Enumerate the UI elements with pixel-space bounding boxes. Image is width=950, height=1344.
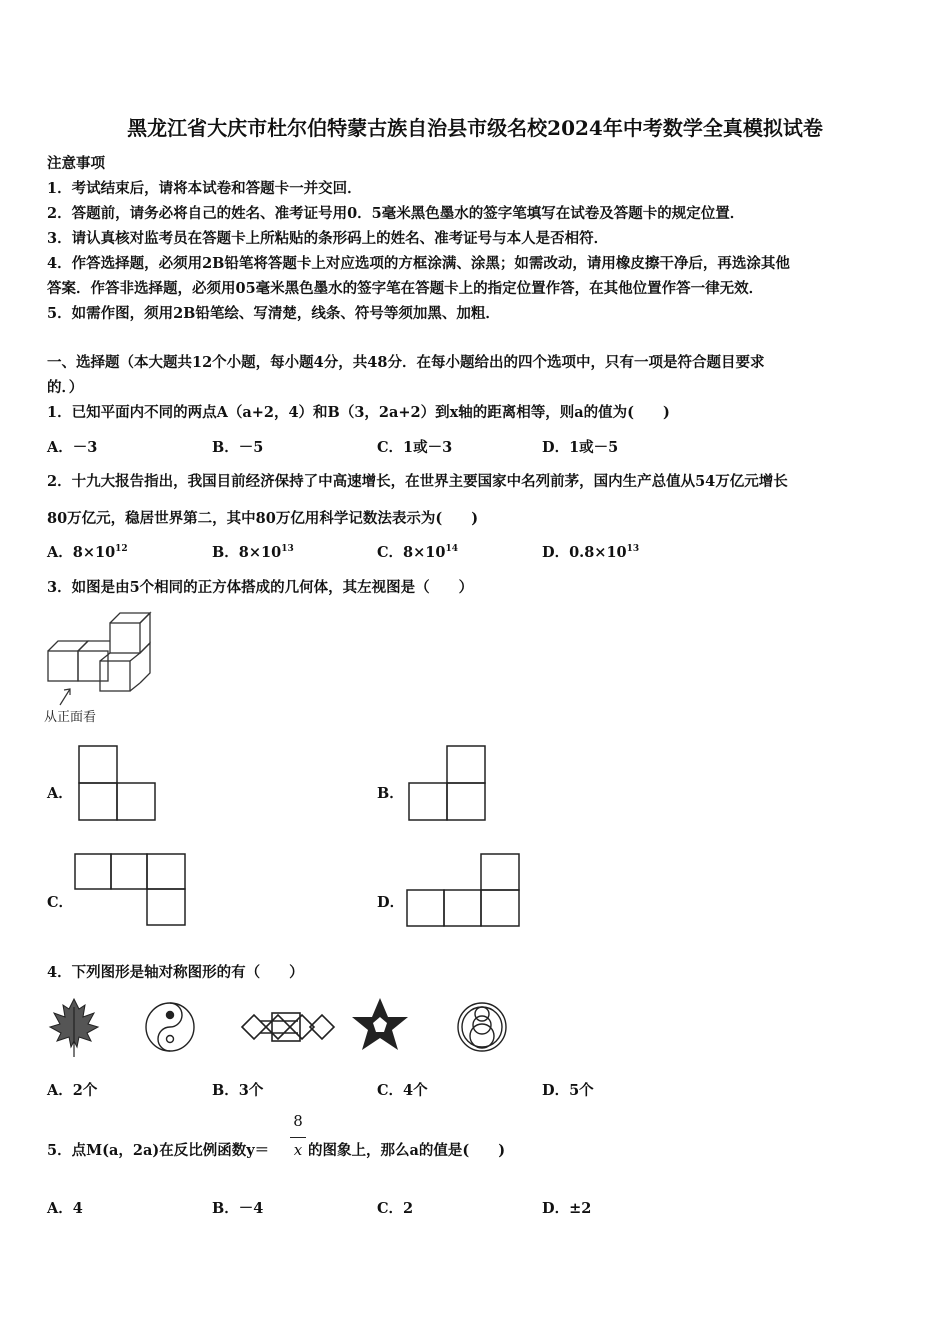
q5-option-b: B．－4	[212, 1200, 264, 1217]
q3-cube-figure	[40, 605, 160, 725]
q2-option-c: C．$8\times 10^{14}$	[377, 544, 458, 561]
yin-yang-icon	[146, 1003, 194, 1051]
q1-option-c: C．1或－3	[377, 439, 453, 456]
q1-option-b: B．－5	[212, 439, 264, 456]
q5-fraction-numerator: 8	[293, 1112, 303, 1130]
q2-option-b: B．$8\times 10^{13}$	[212, 544, 294, 561]
q5-option-d: D．±2	[542, 1200, 592, 1217]
q3-option-a-label: A．	[47, 785, 73, 802]
q3-option-d-label: D．	[377, 894, 405, 911]
figure-caption: 从正面看	[44, 710, 97, 725]
knot-pattern-icon	[242, 1013, 334, 1041]
q3-stem: 3．如图是由5个相同的正方体搭成的几何体，其左视图是（ ）	[47, 579, 474, 596]
notice-item-3: 3．请认真核对监考员在答题卡上所粘贴的条形码上的姓名、准考证号与本人是否相符．	[47, 230, 609, 247]
q1-stem: 1．已知平面内不同的两点A（a+2，4）和B（3，2a+2）到x轴的距离相等，则a的值为( )	[47, 404, 670, 421]
q5-stem-before: 5．点M(a，2a)在反比例函数y＝	[47, 1142, 270, 1159]
q3-option-c-label: C．	[47, 894, 74, 911]
notice-heading: 注意事项	[47, 155, 105, 172]
q3-option-d-figure	[405, 852, 523, 930]
q2-stem-cont: 80万亿元，稳居世界第二，其中80万亿用科学记数法表示为( )	[47, 510, 479, 527]
nested-circles-icon	[458, 1003, 506, 1051]
q3-option-a-figure	[76, 744, 158, 822]
page-title: 黑龙江省大庆市杜尔伯特蒙古族自治县市级名校2024年中考数学全真模拟试卷	[127, 116, 823, 140]
q5-option-c: C．2	[377, 1200, 414, 1217]
q1-option-d: D．1或－5	[542, 439, 619, 456]
notice-item-4: 4．作答选择题，必须用2B铅笔将答题卡上对应选项的方框涂满、涂黑；如需改动，请用橡皮擦干净后，再选涂其他	[47, 255, 790, 272]
q4-figures	[44, 995, 510, 1059]
notice-item-1: 1．考试结束后，请将本试卷和答题卡一并交回．	[47, 180, 362, 197]
q3-option-b-label: B．	[377, 785, 404, 802]
q5-option-a: A．4	[47, 1200, 83, 1217]
q4-option-d: D．5个	[542, 1082, 594, 1099]
q4-option-a: A．2个	[47, 1082, 98, 1099]
star-icon	[352, 998, 408, 1050]
notice-item-5: 5．如需作图，须用2B铅笔绘、写清楚，线条、符号等须加黑、加粗．	[47, 305, 500, 322]
q5-stem-after: 的图象上，那么a的值是( )	[308, 1142, 506, 1159]
section-heading: 一、选择题（本大题共12个小题，每小题4分，共48分．在每小题给出的四个选项中，只有一项是符合题目要求	[47, 354, 765, 371]
q4-option-b: B．3个	[212, 1082, 264, 1099]
q2-option-a: A．$8\times 10^{12}$	[47, 544, 128, 561]
q5-fraction-bar	[290, 1137, 306, 1138]
q4-stem: 4．下列图形是轴对称图形的有（ ）	[47, 964, 304, 981]
notice-item-2: 2．答题前，请务必将自己的姓名、准考证号用0．5毫米黑色墨水的签字笔填写在试卷及答题卡的规定位置．	[47, 205, 745, 222]
q4-option-c: C．4个	[377, 1082, 428, 1099]
q5-fraction-denominator: x	[293, 1141, 303, 1159]
q3-option-b-figure	[407, 744, 489, 822]
notice-item-4-cont: 答案．作答非选择题，必须用05毫米黑色墨水的签字笔在答题卡上的指定位置作答，在其他位置作答一律无效．	[47, 280, 764, 297]
q2-option-d: D．$0.8\times 10^{13}$	[542, 544, 640, 561]
maple-leaf-icon	[50, 999, 98, 1057]
q3-option-c-figure	[73, 852, 189, 928]
arrow-icon	[60, 689, 70, 705]
q2-stem: 2．十九大报告指出，我国目前经济保持了中高速增长，在世界主要国家中名列前茅，国内生产总值从54万亿元增长	[47, 473, 788, 490]
q1-option-a: A．－3	[47, 439, 98, 456]
section-heading-cont: 的．）	[47, 379, 84, 396]
